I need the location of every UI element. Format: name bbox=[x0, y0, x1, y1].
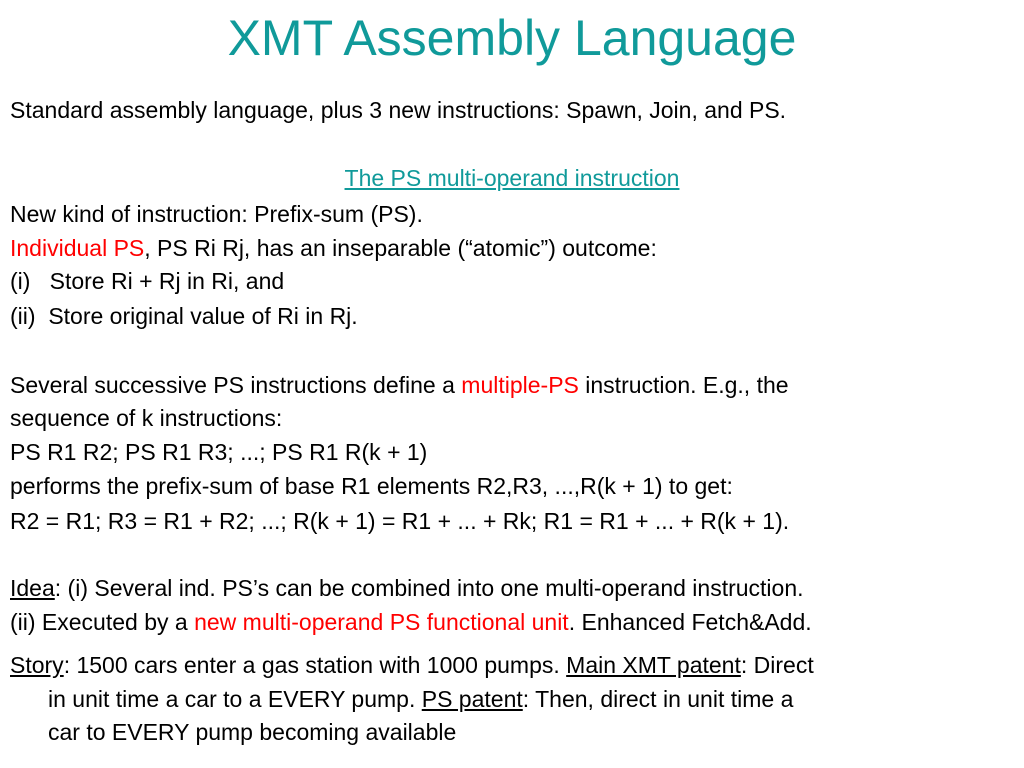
multiple-ps-highlight: multiple-PS bbox=[461, 372, 579, 398]
individual-ps-highlight: Individual PS bbox=[10, 235, 145, 261]
executed-line bbox=[10, 607, 812, 637]
story-part2: : Direct bbox=[740, 652, 814, 678]
executed-pre: (ii) Executed by a bbox=[10, 609, 195, 635]
functional-unit-highlight: new multi-operand PS functional unit bbox=[194, 609, 569, 635]
several-line bbox=[10, 370, 789, 400]
idea-line bbox=[10, 573, 804, 603]
story-line2a: in unit time a car to a EVERY pump. bbox=[48, 686, 422, 712]
performs-text: performs the prefix-sum of base R1 elements R2,R3, ...,R(k + 1) to get: bbox=[10, 473, 733, 499]
idea-label: Idea bbox=[10, 575, 55, 601]
several-pre: Several successive PS instructions define a bbox=[10, 372, 462, 398]
story-line2b: : Then, direct in unit time a bbox=[522, 686, 794, 712]
executed-post: . Enhanced Fetch&Add. bbox=[568, 609, 812, 635]
idea-rest: : (i) Several ind. PS’s can be combined into one multi-operand instruction. bbox=[54, 575, 804, 601]
item-i: (i) Store Ri + Rj in Ri, and bbox=[10, 268, 285, 294]
story-part1: : 1500 cars enter a gas station with 1000 pumps. bbox=[63, 652, 567, 678]
ps-sequence-text: PS R1 R2; PS R1 R3; ...; PS R1 R(k + 1) bbox=[10, 439, 428, 465]
individual-ps-line bbox=[10, 233, 657, 263]
several-post: instruction. E.g., the bbox=[578, 372, 789, 398]
result-text: R2 = R1; R3 = R1 + R2; ...; R(k + 1) = R1 + ... + Rk; R1 = R1 + ... + R(k + 1). bbox=[10, 508, 790, 534]
story-line-1 bbox=[10, 650, 814, 680]
new-kind-text: New kind of instruction: Prefix-sum (PS). bbox=[10, 201, 423, 227]
section-heading-link[interactable]: The PS multi-operand instruction bbox=[344, 165, 680, 191]
ps-patent-label: PS patent bbox=[421, 686, 523, 712]
story-label: Story bbox=[10, 652, 64, 678]
story-line-3: car to EVERY pump becoming available bbox=[48, 719, 457, 745]
item-ii: (ii) Store original value of Ri in Rj. bbox=[10, 303, 358, 329]
intro-text: Standard assembly language, plus 3 new instructions: Spawn, Join, and PS. bbox=[10, 97, 787, 123]
sequence-text: sequence of k instructions: bbox=[10, 405, 283, 431]
main-patent-label: Main XMT patent bbox=[566, 652, 741, 678]
individual-ps-rest: , PS Ri Rj, has an inseparable (“atomic”) outcome: bbox=[144, 235, 657, 261]
story-line-2 bbox=[48, 684, 793, 714]
slide-title: XMT Assembly Language bbox=[227, 10, 797, 66]
